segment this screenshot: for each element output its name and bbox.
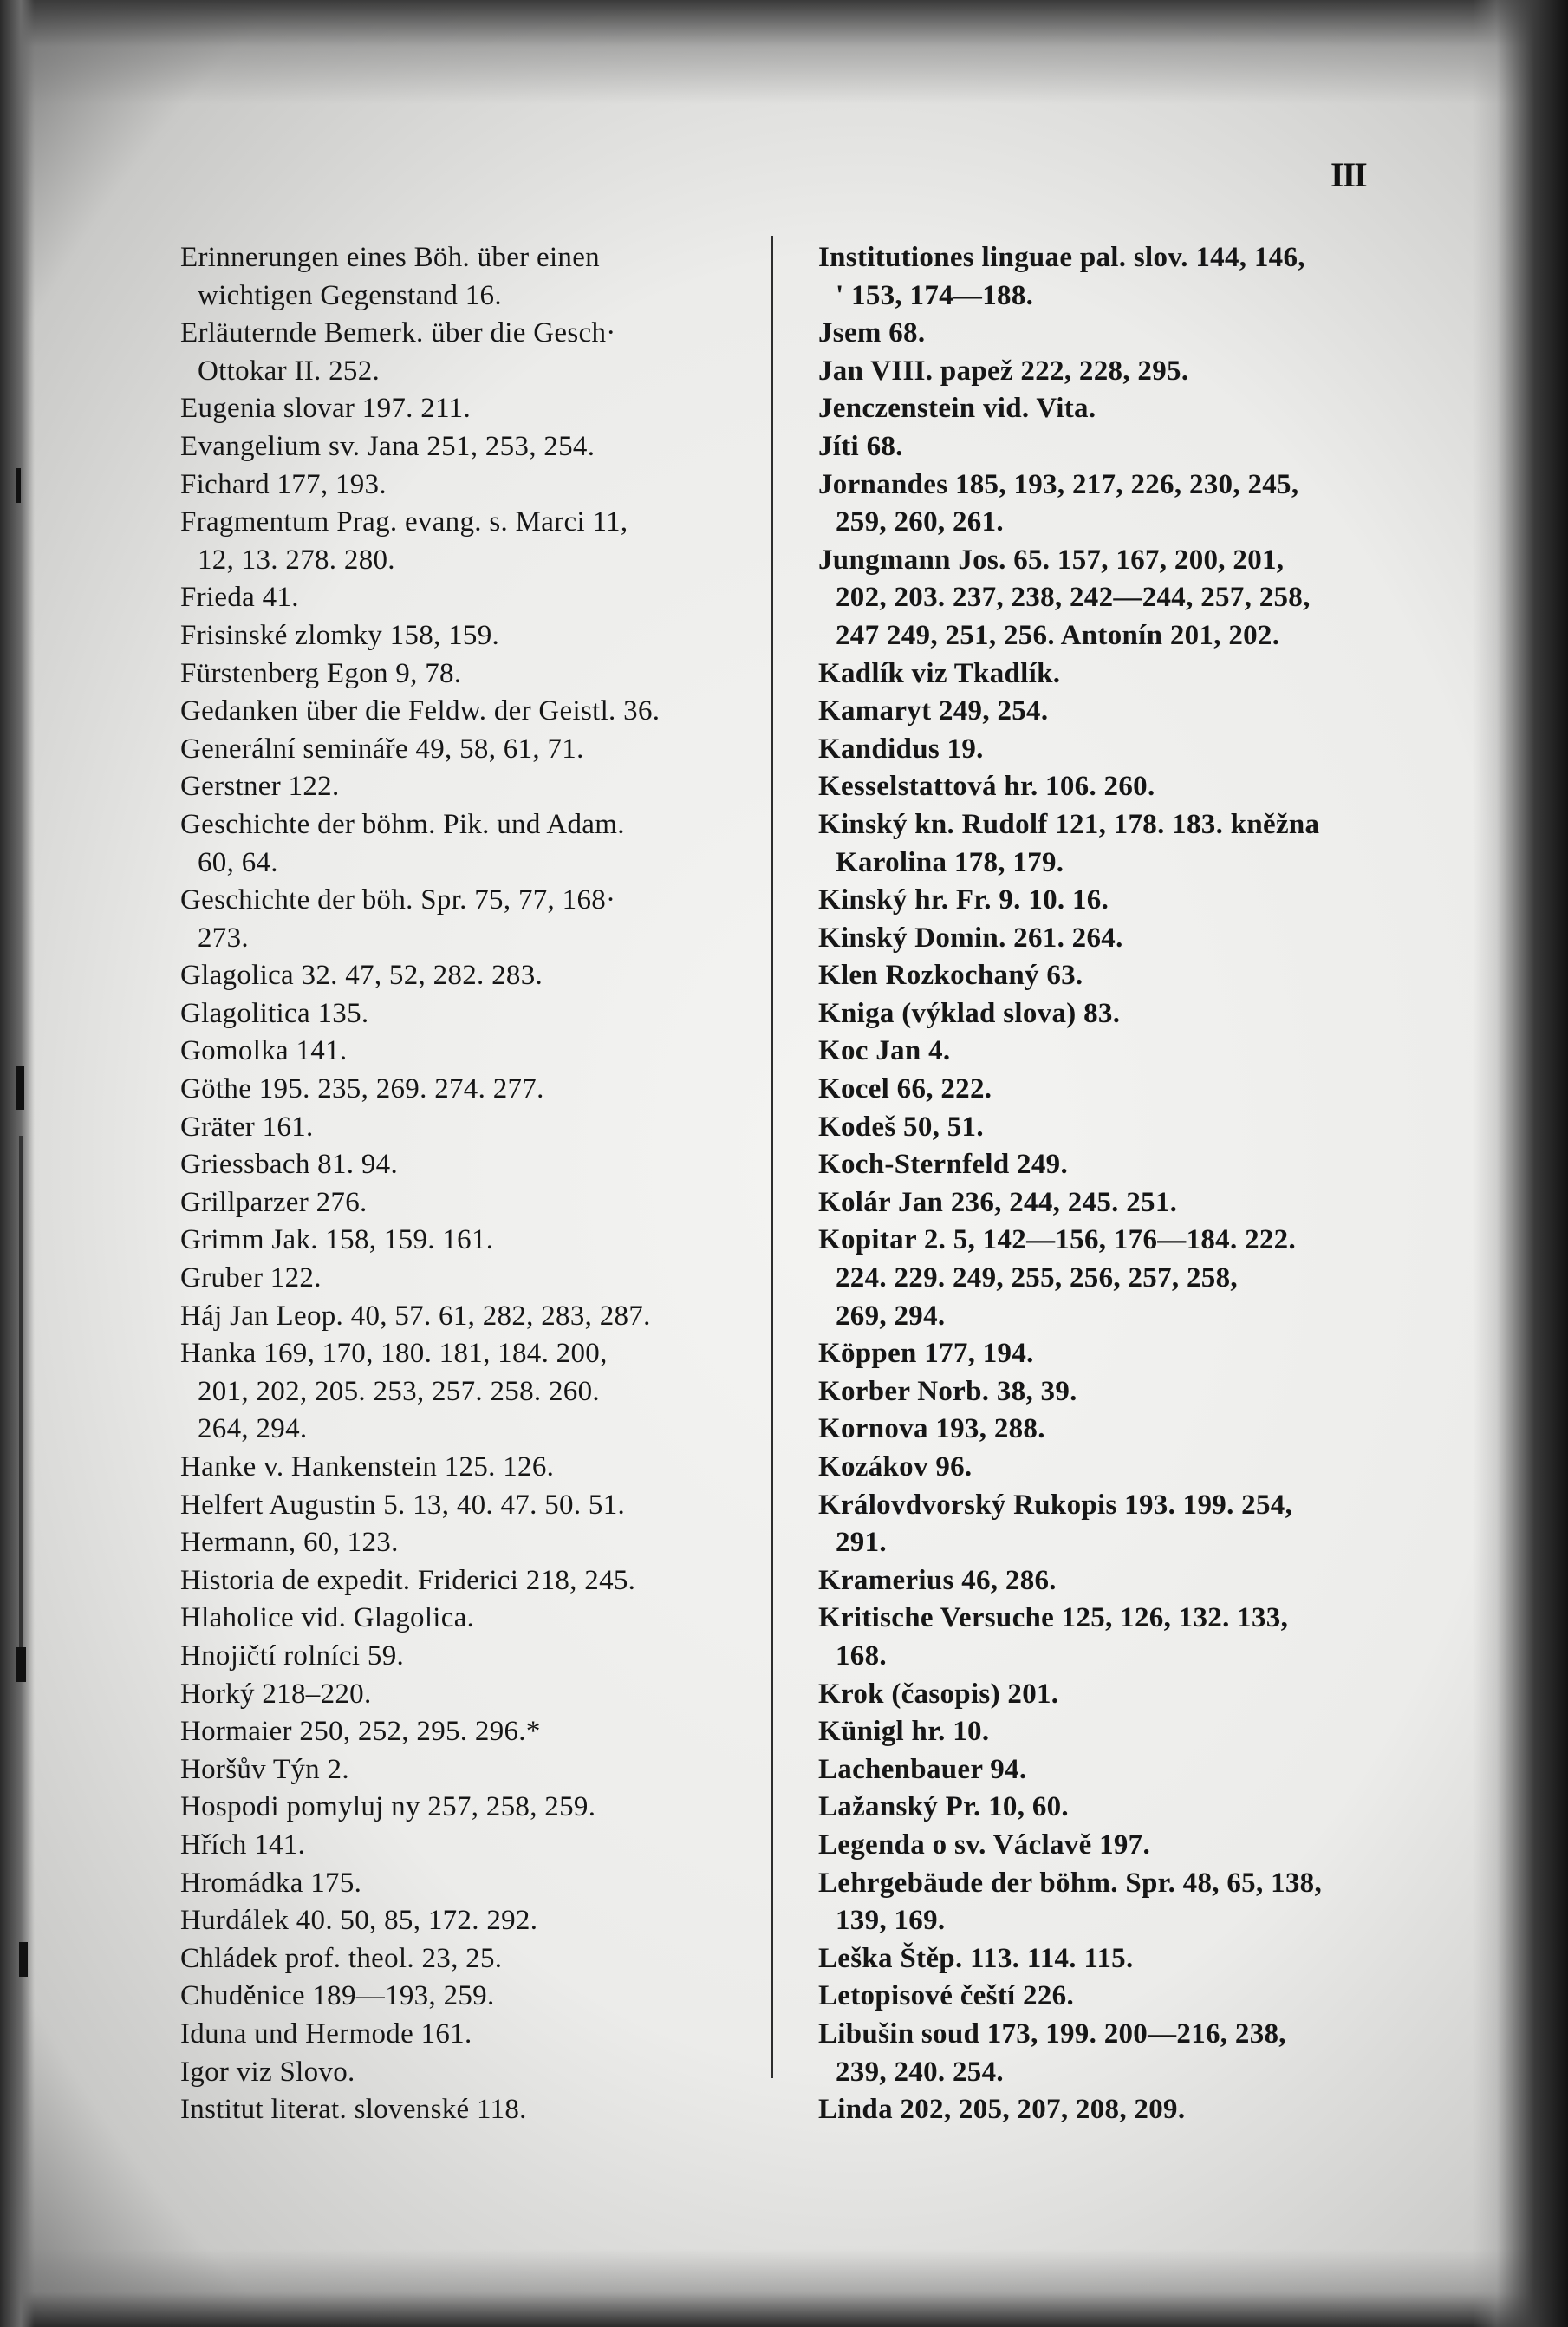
index-entry: Kniga (výklad slova) 83. <box>818 997 1121 1029</box>
index-entry: Glagolica 32. 47, 52, 282. 283. <box>180 960 543 992</box>
index-entry: 239, 240. 254. <box>836 2056 1004 2088</box>
index-entry: Frisinské zlomky 158, 159. <box>180 619 500 651</box>
index-entry: Gräter 161. <box>180 1111 314 1143</box>
index-entry: 202, 203. 237, 238, 242—244, 257, 258, <box>836 582 1311 614</box>
index-entry: Kesselstattová hr. 106. 260. <box>818 771 1155 803</box>
index-entry: Künigl hr. 10. <box>818 1716 990 1748</box>
index-entry: Korber Norb. 38, 39. <box>818 1375 1077 1407</box>
index-entry: Geschichte der böh. Spr. 75, 77, 168· <box>180 884 616 916</box>
index-entry: 12, 13. 278. 280. <box>198 544 395 576</box>
index-entry: 168. <box>836 1639 887 1672</box>
index-entry: Kozákov 96. <box>818 1451 973 1483</box>
index-entry: Hlaholice vid. Glagolica. <box>180 1602 475 1634</box>
index-entry: wichtigen Gegenstand 16. <box>198 279 502 311</box>
index-entry: Hospodi pomyluj ny 257, 258, 259. <box>180 1791 596 1823</box>
index-entry: Hnojičtí rolníci 59. <box>180 1639 405 1672</box>
index-entry: Institut literat. slovenské 118. <box>180 2094 527 2126</box>
index-entry: Hanka 169, 170, 180. 181, 184. 200, <box>180 1338 608 1370</box>
index-entry: Chuděnice 189—193, 259. <box>180 1980 495 2012</box>
index-entry: Kinský Domin. 261. 264. <box>818 922 1123 954</box>
index-entry: Kodeš 50, 51. <box>818 1111 984 1143</box>
index-entry: 60, 64. <box>198 846 278 878</box>
index-entry: Koc Jan 4. <box>818 1035 951 1067</box>
index-entry: Klen Rozkochaný 63. <box>818 960 1083 992</box>
index-entry: Generální semináře 49, 58, 61, 71. <box>180 733 584 765</box>
index-entry: Hurdálek 40. 50, 85, 172. 292. <box>180 1905 538 1937</box>
index-entry: ' 153, 174—188. <box>836 279 1034 311</box>
index-entry: Grimm Jak. 158, 159. 161. <box>180 1224 494 1256</box>
index-entry: Geschichte der böhm. Pik. und Adam. <box>180 808 625 840</box>
index-entry: Göthe 195. 235, 269. 274. 277. <box>180 1073 544 1105</box>
index-entry: Jan VIII. papež 222, 228, 295. <box>818 355 1189 387</box>
index-entry: Erinnerungen eines Böh. über einen <box>180 242 600 273</box>
index-entry: Jenczenstein vid. Vita. <box>818 393 1096 425</box>
index-entry: Jungmann Jos. 65. 157, 167, 200, 201, <box>818 544 1285 576</box>
index-entry: Letopisové čeští 226. <box>818 1980 1075 2012</box>
index-entry: Jsem 68. <box>818 317 926 349</box>
index-entry: 139, 169. <box>836 1905 946 1937</box>
index-entry: 224. 229. 249, 255, 256, 257, 258, <box>836 1262 1238 1294</box>
index-entry: Jíti 68. <box>818 430 903 462</box>
index-entry: Gerstner 122. <box>180 771 340 803</box>
index-entry: 291. <box>836 1527 887 1559</box>
index-entry: Evangelium sv. Jana 251, 253, 254. <box>180 430 595 462</box>
index-entry: Hromádka 175. <box>180 1867 362 1899</box>
index-entry: 259, 260, 261. <box>836 506 1004 538</box>
index-entry: Královdvorský Rukopis 193. 199. 254, <box>818 1489 1293 1521</box>
index-entry: Grillparzer 276. <box>180 1186 368 1218</box>
index-entry: Háj Jan Leop. 40, 57. 61, 282, 283, 287. <box>180 1300 651 1332</box>
index-column-left <box>180 239 744 2129</box>
index-entry: Kinský kn. Rudolf 121, 178. 183. kněžna <box>818 808 1320 840</box>
index-entry: Iduna und Hermode 161. <box>180 2017 472 2050</box>
index-entry: Lažanský Pr. 10, 60. <box>818 1791 1069 1823</box>
index-entry: Historia de expedit. Friderici 218, 245. <box>180 1564 636 1596</box>
index-entry: Griessbach 81. 94. <box>180 1149 399 1181</box>
index-entry: Helfert Augustin 5. 13, 40. 47. 50. 51. <box>180 1489 626 1521</box>
index-entry: Lachenbauer 94. <box>818 1753 1027 1785</box>
scan-shadow-bottom <box>0 2249 1568 2327</box>
index-entry: Fragmentum Prag. evang. s. Marci 11, <box>180 506 628 538</box>
index-entry: Kramerius 46, 286. <box>818 1564 1057 1596</box>
page-number: III <box>1331 155 1366 194</box>
index-entry: Erläuternde Bemerk. über die Gesch· <box>180 317 616 349</box>
index-entry: 269, 294. <box>836 1300 946 1332</box>
scan-shadow-right <box>1473 0 1568 2327</box>
index-entry: 264, 294. <box>198 1413 308 1445</box>
binding-mark <box>16 468 21 503</box>
column-divider <box>771 236 773 2078</box>
index-entry: Kornova 193, 288. <box>818 1413 1045 1445</box>
index-entry: Koch-Sternfeld 249. <box>818 1149 1069 1181</box>
index-entry: Glagolitica 135. <box>180 997 369 1029</box>
index-entry: Gedanken über die Feldw. der Geistl. 36. <box>180 695 660 727</box>
index-entry: Krok (časopis) 201. <box>818 1678 1059 1710</box>
index-entry: Gruber 122. <box>180 1262 322 1294</box>
index-entry: Igor viz Slovo. <box>180 2056 355 2088</box>
index-entry: Kandidus 19. <box>818 733 984 765</box>
index-entry: Kolár Jan 236, 244, 245. 251. <box>818 1186 1178 1218</box>
index-entry: Karolina 178, 179. <box>836 846 1064 878</box>
index-entry: Fichard 177, 193. <box>180 468 387 500</box>
index-entry: Hermann, 60, 123. <box>180 1527 399 1559</box>
index-entry: Ottokar II. 252. <box>198 355 381 387</box>
index-entry: Eugenia slovar 197. 211. <box>180 393 471 425</box>
scan-shadow-top <box>0 0 1568 104</box>
index-entry: Lehrgebäude der böhm. Spr. 48, 65, 138, <box>818 1867 1323 1899</box>
index-entry: Horšův Týn 2. <box>180 1753 349 1785</box>
index-entry: 273. <box>198 922 249 954</box>
index-entry: Kocel 66, 222. <box>818 1073 992 1105</box>
index-entry: Hřích 141. <box>180 1828 306 1861</box>
index-entry: Hanke v. Hankenstein 125. 126. <box>180 1451 555 1483</box>
index-entry: Libušin soud 173, 199. 200—216, 238, <box>818 2017 1286 2050</box>
index-entry: Fürstenberg Egon 9, 78. <box>180 657 462 689</box>
index-entry: Horký 218–220. <box>180 1678 372 1710</box>
index-entry: Legenda o sv. Václavě 197. <box>818 1828 1151 1861</box>
binding-mark <box>19 1942 28 1977</box>
index-entry: Kinský hr. Fr. 9. 10. 16. <box>818 884 1109 916</box>
index-entry: Institutiones linguae pal. slov. 144, 146, <box>818 242 1305 273</box>
index-entry: 247 249, 251, 256. Antonín 201, 202. <box>836 619 1280 651</box>
binding-mark <box>19 1136 23 1673</box>
index-entry: Kritische Versuche 125, 126, 132. 133, <box>818 1602 1289 1634</box>
index-entry: Gomolka 141. <box>180 1035 348 1067</box>
index-entry: Kadlík viz Tkadlík. <box>818 657 1061 689</box>
index-entry: Köppen 177, 194. <box>818 1338 1034 1370</box>
index-entry: Kamaryt 249, 254. <box>818 695 1049 727</box>
binding-mark <box>16 1066 24 1110</box>
scan-shadow-left <box>0 0 35 2327</box>
index-entry: Leška Štěp. 113. 114. 115. <box>818 1942 1134 1974</box>
index-entry: Frieda 41. <box>180 582 299 614</box>
index-entry: Hormaier 250, 252, 295. 296.* <box>180 1716 541 1748</box>
index-entry: Jornandes 185, 193, 217, 226, 230, 245, <box>818 468 1299 500</box>
index-entry: Chládek prof. theol. 23, 25. <box>180 1942 503 1974</box>
index-entry: 201, 202, 205. 253, 257. 258. 260. <box>198 1375 600 1407</box>
index-entry: Kopitar 2. 5, 142—156, 176—184. 222. <box>818 1224 1297 1256</box>
index-entry: Linda 202, 205, 207, 208, 209. <box>818 2094 1186 2126</box>
index-column-right <box>818 239 1390 2129</box>
binding-mark <box>16 1647 26 1682</box>
